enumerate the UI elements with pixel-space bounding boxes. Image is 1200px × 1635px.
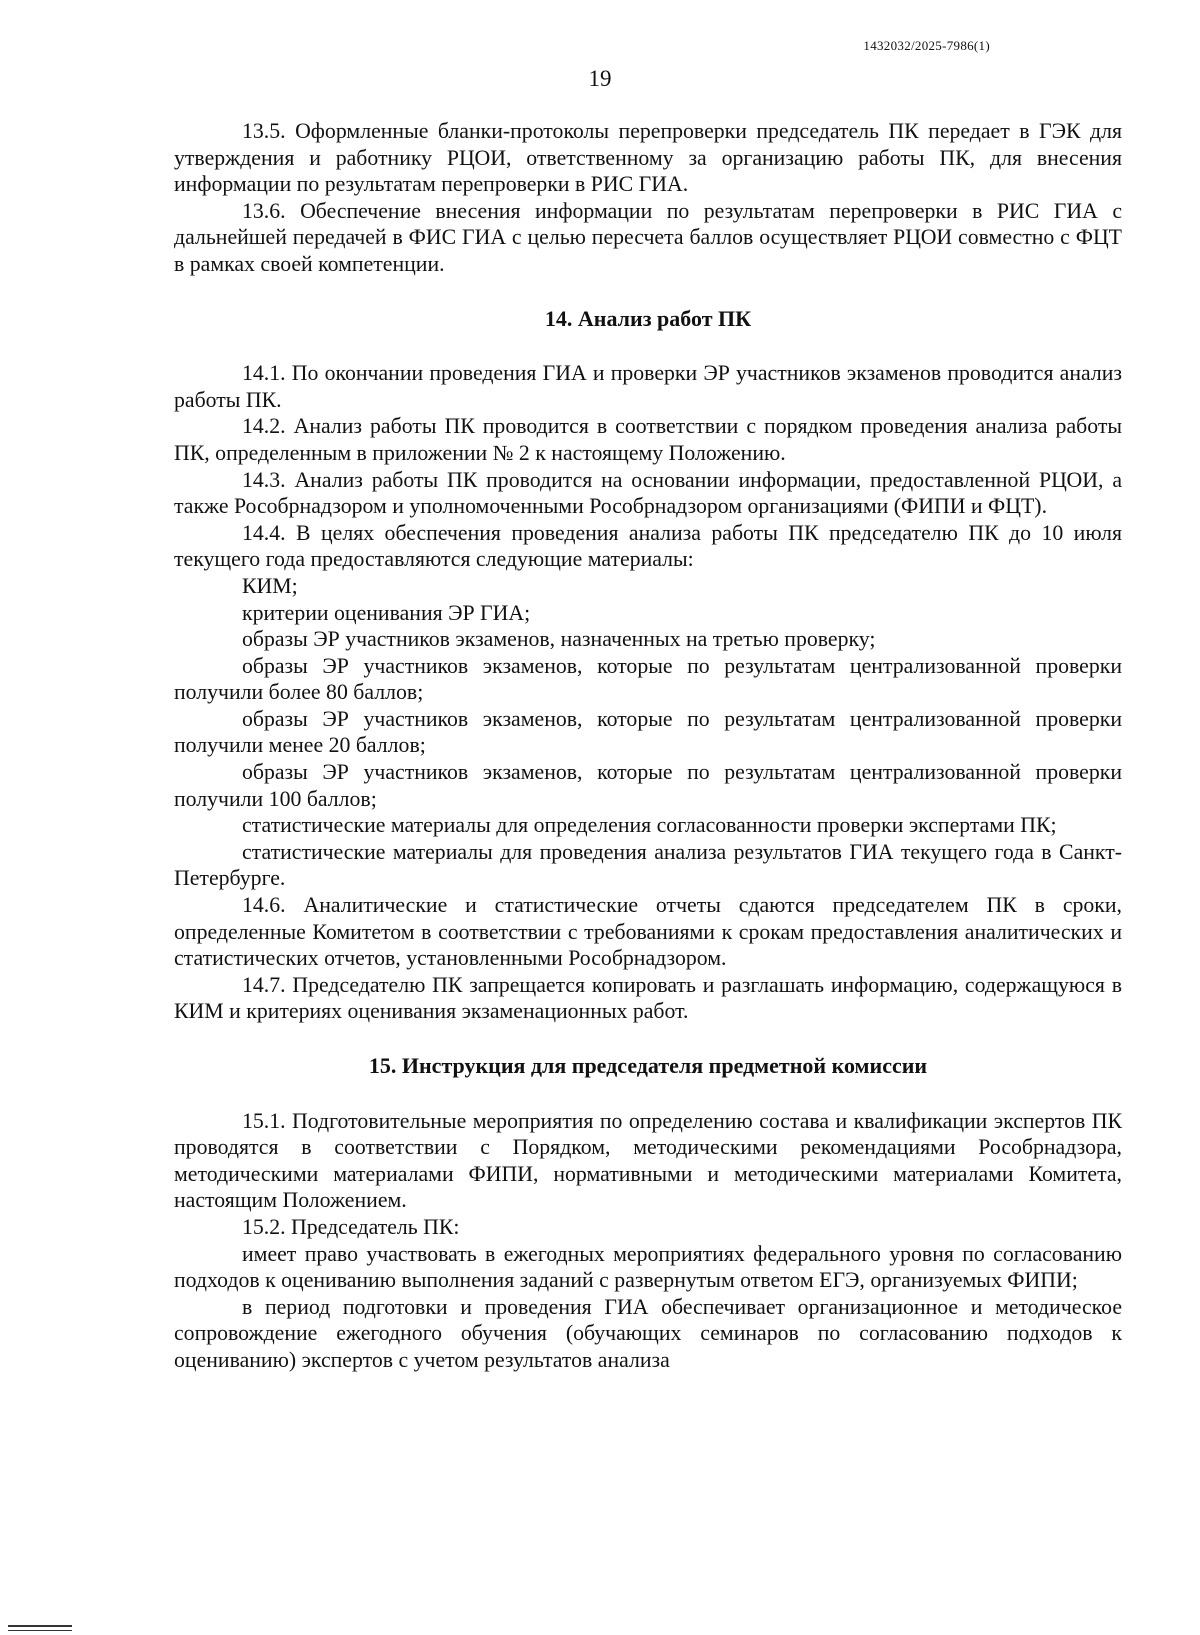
paragraph-14-4: 14.4. В целях обеспечения проведения анализа работы ПК председателю ПК до 10 июля текущего года предоставляются следующие материалы: xyxy=(174,520,1122,572)
list-item: образы ЭР участников экзаменов, которые по результатам централизованной проверки получили 100 баллов; xyxy=(174,760,1122,811)
scan-edge-mark xyxy=(8,1625,72,1631)
document-id: 1432032/2025-7986(1) xyxy=(863,38,990,53)
paragraph-14-6: 14.6. Аналитические и статистические отчеты сдаются председателем ПК в сроки, определенные Комитетом в соответствии с требованиями к срокам предоставления аналитических и статистических отчетов, установленными Рособрнадзором. xyxy=(174,893,1122,971)
paragraph-13-5: 13.5. Оформленные бланки-протоколы перепроверки председатель ПК передает в ГЭК для утверждения и работнику РЦОИ, ответственному за организацию работы ПК, для внесения информации по результатам перепроверки в РИС ГИА. xyxy=(174,119,1122,197)
list-item: образы ЭР участников экзаменов, назначенных на третью проверку; xyxy=(242,627,876,652)
list-item: статистические материалы для проведения анализа результатов ГИА текущего года в Санкт-Петербурге. xyxy=(174,839,1122,891)
paragraph-15-2: 15.2. Председатель ПК: xyxy=(242,1214,460,1239)
list-item: образы ЭР участников экзаменов, которые по результатам централизованной проверки получили более 80 баллов; xyxy=(174,653,1122,705)
section-heading-15: 15. Инструкция для председателя предметной комиссии xyxy=(368,1053,928,1078)
paragraph-14-2: 14.2. Анализ работы ПК проводится в соответствии с порядком проведения анализа работы ПК, определенным в приложении № 2 к настоящему Положению. xyxy=(174,414,1122,465)
paragraph-15-2-b: в период подготовки и проведения ГИА обеспечивает организационное и методическое сопровождение ежегодного обучения (обучающих семинаров по согласованию подходов к оцениванию) экспертов с учетом результатов анализа xyxy=(174,1294,1122,1372)
paragraph-13-6: 13.6. Обеспечение внесения информации по результатам перепроверки в РИС ГИА с дальнейшей передачей в ФИС ГИА с целью пересчета баллов осуществляет РЦОИ совместно с ФЦТ в рамках своей компетенции. xyxy=(174,198,1122,276)
list-item: критерии оценивания ЭР ГИА; xyxy=(242,600,531,625)
paragraph-14-7: 14.7. Председателю ПК запрещается копировать и разглашать информацию, содержащуюся в КИМ и критериях оценивания экзаменационных работ. xyxy=(174,972,1122,1024)
list-item: КИМ; xyxy=(242,573,298,598)
paragraph-14-3: 14.3. Анализ работы ПК проводится на основании информации, предоставленной РЦОИ, а также Рособрнадзором и уполномоченными Рособрнадзором организациями (ФИПИ и ФЦТ). xyxy=(174,467,1122,519)
paragraph-14-1: 14.1. По окончании проведения ГИА и проверки ЭР участников экзаменов проводится анализ работы ПК. xyxy=(174,361,1122,412)
list-item: статистические материалы для определения согласованности проверки экспертами ПК; xyxy=(242,813,1057,838)
document-body xyxy=(174,118,1122,1374)
paragraph-15-1: 15.1. Подготовительные мероприятия по определению состава и квалификации экспертов ПК проводятся в соответствии с Порядком, методическими рекомендациями Рособрнадзора, методическими материалами ФИПИ, нормативными и методическими материалами Комитета, настоящим Положением. xyxy=(174,1108,1122,1213)
paragraph-15-2-a: имеет право участвовать в ежегодных мероприятиях федерального уровня по согласованию подходов к оцениванию выполнения заданий с развернутым ответом ЕГЭ, организуемых ФИПИ; xyxy=(174,1241,1122,1293)
page-number: 19 xyxy=(588,66,612,91)
section-heading-14: 14. Анализ работ ПК xyxy=(544,305,752,331)
list-item: образы ЭР участников экзаменов, которые по результатам централизованной проверки получили менее 20 баллов; xyxy=(174,706,1122,758)
